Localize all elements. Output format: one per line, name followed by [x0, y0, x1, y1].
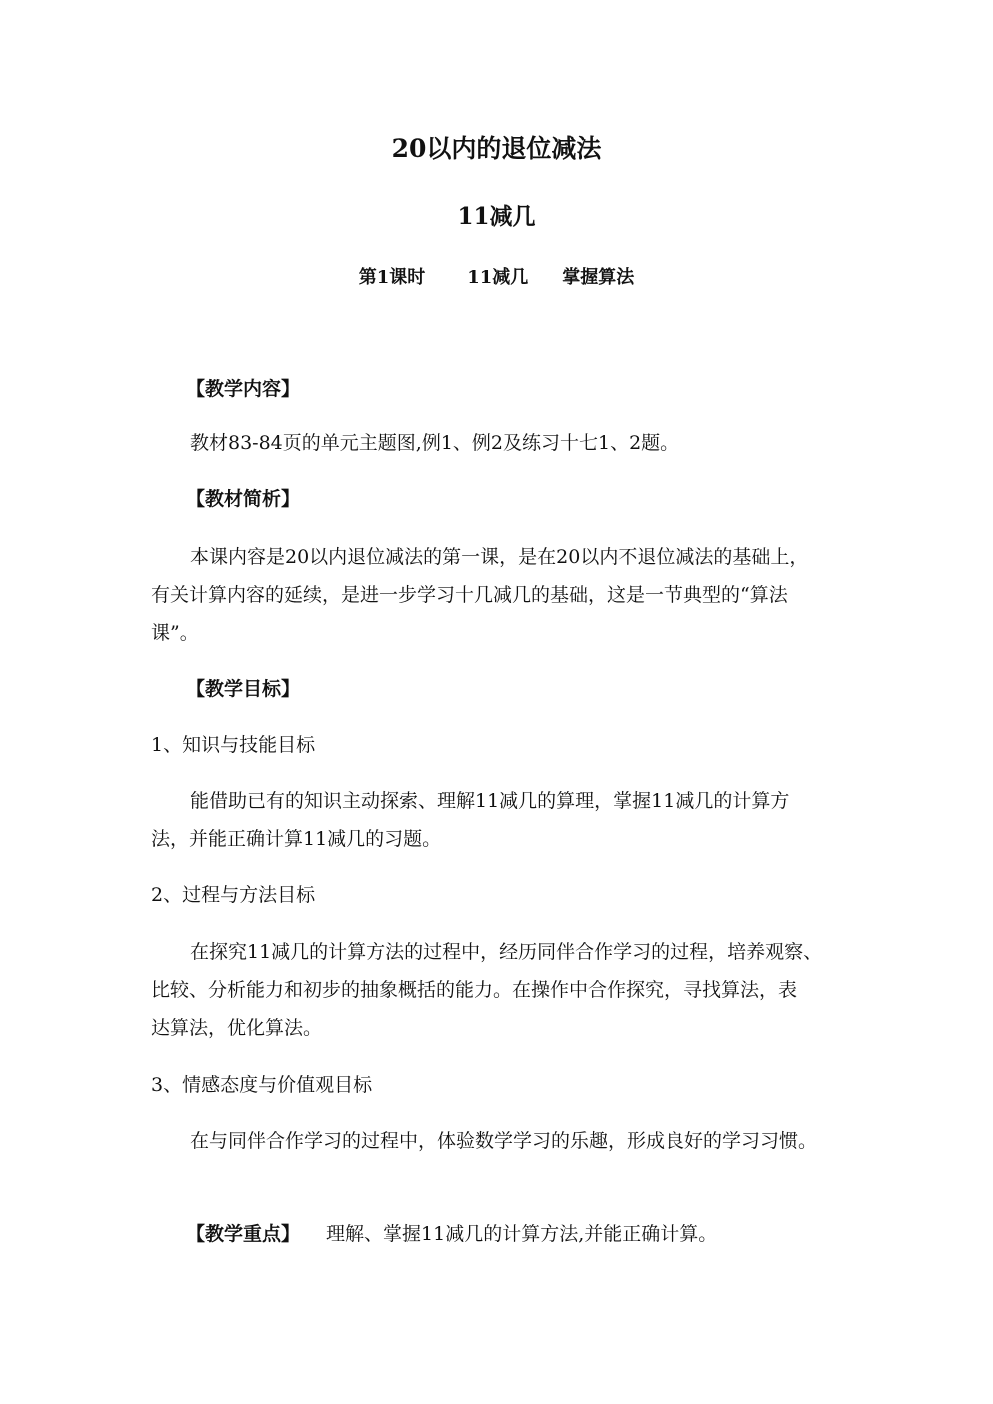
goal-2-line-1: 在探究11减几的计算方法的过程中，经历同伴合作学习的过程，培养观察、 [190, 941, 823, 963]
goals-heading: 【教学目标】 [186, 678, 301, 700]
analysis-line-3: 课”。 [151, 622, 199, 644]
goal-1-line-2: 法，并能正确计算11减几的习题。 [151, 828, 442, 850]
keypoint-heading: 【教学重点】 [186, 1223, 301, 1245]
content-text: 教材83-84页的单元主题图,例1、例2及练习十七1、2题。 [190, 432, 680, 454]
lesson-number: 第1课时 [358, 267, 426, 288]
lesson-topic: 11减几 [467, 267, 529, 288]
goal-2-line-2: 比较、分析能力和初步的抽象概括的能力。在操作中合作探究，寻找算法，表 [151, 979, 798, 1001]
goal-1-title: 1、知识与技能目标 [151, 734, 316, 756]
keypoint-text: 理解、掌握11减几的计算方法,并能正确计算。 [326, 1223, 718, 1245]
page-subtitle: 11减几 [457, 203, 536, 230]
goal-3-line-1: 在与同伴合作学习的过程中，体验数学学习的乐趣，形成良好的学习习惯。 [190, 1130, 818, 1152]
lesson-focus: 掌握算法 [562, 267, 635, 288]
analysis-line-1: 本课内容是20以内退位减法的第一课，是在20以内不退位减法的基础上， [190, 546, 809, 568]
lesson-line [0, 266, 993, 290]
analysis-heading: 【教材简析】 [186, 488, 301, 510]
goal-2-line-3: 达算法，优化算法。 [151, 1017, 323, 1039]
analysis-line-2: 有关计算内容的延续，是进一步学习十几减几的基础，这是一节典型的“算法 [151, 584, 788, 606]
page-title: 20以内的退位减法 [391, 134, 602, 163]
goal-2-title: 2、过程与方法目标 [151, 884, 316, 906]
goal-3-title: 3、情感态度与价值观目标 [151, 1074, 373, 1096]
content-heading: 【教学内容】 [186, 378, 301, 400]
goal-1-line-1: 能借助已有的知识主动探索、理解11减几的算理，掌握11减几的计算方 [190, 790, 790, 812]
keypoint-line [186, 1222, 717, 1246]
